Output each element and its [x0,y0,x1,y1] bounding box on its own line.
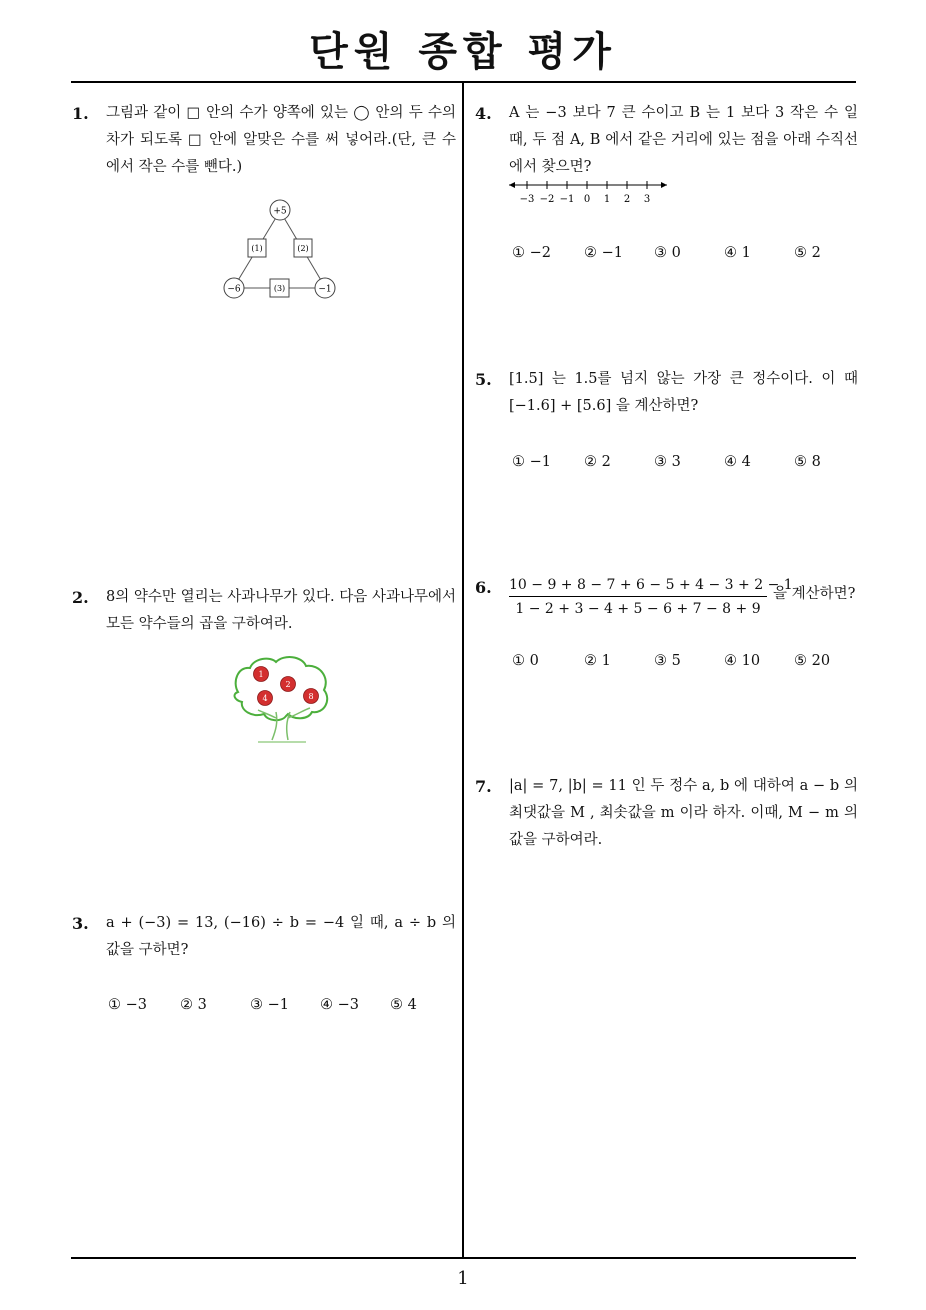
choice-4[interactable]: ④ 10 [724,653,761,669]
choice-1[interactable]: ① 0 [512,653,539,669]
question-number: 6. [475,578,492,597]
number-line [505,177,675,209]
choice-2[interactable]: ② −1 [584,245,623,261]
apple-label-3: 4 [262,694,268,703]
question-text: |a| = 7, |b| = 11 인 두 정수 a, b 에 대하여 a − b 의 최댓값을 M , 최솟값을 m 이라 하자. 이때, M − m 의 값을 구하여라. [509,778,858,848]
choice-4[interactable]: ④ −3 [320,997,359,1013]
circle-right-label: −1 [318,284,332,295]
tick-label: 1 [603,194,611,205]
tick-label: 2 [623,194,631,205]
question-text-suffix: 을 계산하면? [773,586,856,602]
question-text: 그림과 같이 □ 안의 수가 양쪽에 있는 ◯ 안의 두 수의 차가 되도록 □ 안에 알맞은 수를 써 넣어라.(단, 큰 수에서 작은 수를 뺀다.) [106,105,456,175]
triangle-diagram [220,195,340,305]
choice-5[interactable]: ⑤ 4 [390,997,417,1013]
tick-label: −3 [519,194,535,205]
choice-2[interactable]: ② 1 [584,653,611,669]
question-text: A 는 −3 보다 7 큰 수이고 B 는 1 보다 3 작은 수 일 때, 두 점 A, B 에서 같은 거리에 있는 점을 아래 수직선에서 찾으면? [509,105,858,175]
question-text: [1.5] 는 1.5를 넘지 않는 가장 큰 정수이다. 이 때 [−1.6] + [5.6] 을 계산하면? [509,371,858,414]
choice-3[interactable]: ③ 5 [654,653,681,669]
question-number: 7. [475,777,492,796]
tick-label: −2 [539,194,555,205]
choice-1[interactable]: ① −1 [512,454,551,470]
apple-tree-illustration [228,652,334,747]
choice-2[interactable]: ② 2 [584,454,611,470]
choice-4[interactable]: ④ 4 [724,454,751,470]
choice-5[interactable]: ⑤ 8 [794,454,821,470]
circle-left-label: −6 [227,284,241,295]
fraction-bar [509,596,767,597]
choice-3[interactable]: ③ 0 [654,245,681,261]
apple-label-1: 1 [258,670,264,679]
footer-rule [71,1257,856,1259]
question-number: 5. [475,370,492,389]
choice-1[interactable]: ① −2 [512,245,551,261]
question-number: 3. [72,914,89,933]
choice-3[interactable]: ③ −1 [250,997,289,1013]
page-title: 단원 종합 평가 [309,29,617,75]
question-number: 4. [475,104,492,123]
choice-5[interactable]: ⑤ 2 [794,245,821,261]
column-divider [462,83,464,1259]
apple-label-4: 8 [308,692,314,701]
box-1-label: (1) [251,244,263,253]
tick-label: 0 [583,194,591,205]
apple-label-2: 2 [285,680,291,689]
choice-3[interactable]: ③ 3 [654,454,681,470]
question-text: a + (−3) = 13, (−16) ÷ b = −4 일 때, a ÷ b 의 값을 구하면? [106,915,456,958]
question-text: 8의 약수만 열리는 사과나무가 있다. 다음 사과나무에서 모든 약수들의 곱을 구하여라. [106,589,456,632]
choice-1[interactable]: ① −3 [108,997,147,1013]
fraction-numerator: 10 − 9 + 8 − 7 + 6 − 5 + 4 − 3 + 2 − 1 [509,577,793,593]
choice-2[interactable]: ② 3 [180,997,207,1013]
tick-label: 3 [643,194,651,205]
question-number: 1. [72,104,89,123]
fraction-denominator: 1 − 2 + 3 − 4 + 5 − 6 + 7 − 8 + 9 [515,601,761,617]
fraction [509,575,793,619]
choice-5[interactable]: ⑤ 20 [794,653,831,669]
circle-top-label: +5 [273,206,287,217]
box-2-label: (2) [297,244,309,253]
choice-4[interactable]: ④ 1 [724,245,751,261]
question-number: 2. [72,588,89,607]
tick-label: −1 [559,194,575,205]
box-3-label: (3) [273,284,286,293]
page-number: 1 [457,1268,469,1289]
